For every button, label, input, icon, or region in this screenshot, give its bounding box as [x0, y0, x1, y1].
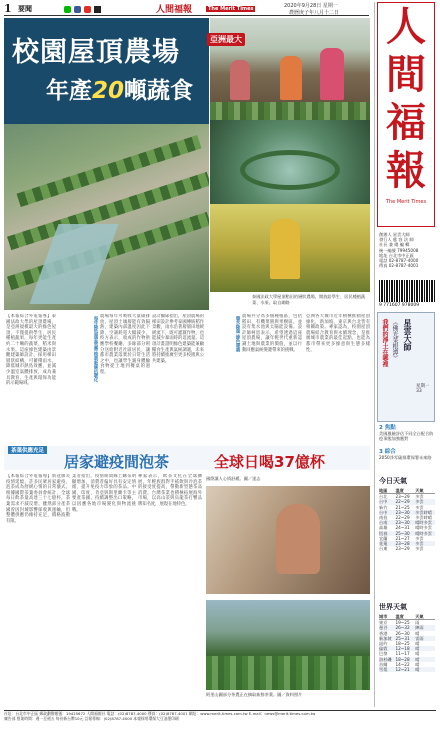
- weather-cell: 多雲: [415, 494, 424, 500]
- article-col-1: 【本報綜合外電報導】泰國法政大學的屋頂農場，是亞洲規模最大的綠色屋頂，不僅提供學生、居民種植蔬果，每年更能生產約二十噸的蔬菜、稻米與水果。這座綠色建築由景觀建築師設計，採用梯田層狀結構，可蓄積雨水、降低城市熱島效應，並減少溫室氣體排放，成為兼具教育、生產與環保功能的示範場域。: [6, 314, 56, 387]
- sidebar-logo: [377, 2, 435, 227]
- article-col-2: 農場每年可吸收大量碳排放，屋頂土壤層能有效隔熱，建築內部溫度因此下降，空調耗電大幅減少。校方表示，收成的作物供應學校餐廳，多餘部分則分送給附近社區居民，讓都市農業落實於日常生活之中，也讓學生親身體驗食物從土地到餐桌的過程。: [100, 314, 150, 375]
- ad-subtitle: 《佛光菜根譚》: [391, 319, 398, 361]
- weather-cell: 晴: [415, 667, 420, 673]
- vertical-head-4: 綠色建築: [235, 334, 240, 352]
- weather-cell: 23~30: [395, 520, 410, 526]
- weather-cell: 紐約: [379, 641, 388, 647]
- header-bar: [4, 2, 369, 16]
- masthead-small: 人間福報: [156, 5, 193, 15]
- info-line: 地址 台北市中正區: [379, 252, 414, 258]
- tea-title-b-wrap: [214, 451, 325, 472]
- logo-char-4: 報: [386, 147, 426, 194]
- index-1-label: 焦點: [384, 425, 396, 431]
- weather-cell: 洛杉磯: [379, 656, 392, 662]
- tea-drinker-photo: [206, 486, 370, 594]
- weather-cell: 晴時多雲: [415, 525, 432, 531]
- weather-cell: 台中: [379, 499, 388, 505]
- logo-char-1: 人: [386, 3, 426, 50]
- weather-cell: 晴時多雲: [415, 520, 432, 526]
- weather-cell: 多雲時晴: [415, 515, 432, 521]
- weather-row: [379, 546, 435, 551]
- weather-cell: 21~25: [395, 504, 410, 510]
- qr-icon: [94, 6, 101, 13]
- info-line: 發行人 慈 容 法 師: [379, 237, 414, 243]
- footer: [4, 710, 436, 732]
- barcode-number: 9 771607 978009: [379, 303, 420, 308]
- weather-cell: 22~29: [395, 515, 410, 521]
- weather-cell: 台北: [379, 494, 388, 500]
- weather-cell: 晴: [415, 641, 420, 647]
- vertical-head-3: 儲水降溫: [235, 316, 240, 334]
- weather-cell: 新竹: [379, 504, 388, 510]
- weather-cell: 晴: [415, 656, 420, 662]
- weather-cell: 25~30: [395, 530, 410, 536]
- lunar-line: 農曆庚子年八月十二日: [289, 10, 340, 16]
- info-line: 創辦人 星雲大師: [379, 232, 410, 237]
- weather-cell: 天氣: [415, 488, 424, 493]
- tea-title-num: 37: [274, 453, 295, 471]
- logo-char-3: 福: [386, 99, 426, 146]
- weather-cell: 多雲: [415, 499, 424, 505]
- youtube-icon: [84, 6, 91, 13]
- logo-en: The Merit Times: [385, 199, 427, 205]
- weather-cell: 台東: [379, 546, 388, 552]
- info-line: 統一編號 79945008: [379, 247, 419, 253]
- weather-cell: 多雲: [415, 541, 424, 547]
- tea-caption-bottom: 阿里山圖部分茶農正在摘取新鮮茶葉。圖／資料照片: [206, 692, 303, 697]
- vertical-heads: [60, 316, 98, 386]
- headline-line1: 校園屋頂農場: [12, 37, 180, 68]
- weather-cell: 城市: [379, 614, 388, 619]
- weather-cell: 多雲時晴: [415, 509, 432, 515]
- line-icon: [64, 6, 71, 13]
- index-2-num: 3: [379, 449, 383, 455]
- weather-cell: 多雲: [415, 504, 424, 510]
- weather-cell: 23~28: [395, 541, 410, 547]
- weather-cell: 18~28: [395, 656, 410, 662]
- headline-panel: [4, 18, 209, 124]
- index-2-text: 2050淨零碳排環保署未來路: [379, 455, 432, 461]
- weather-cell: 東京: [379, 620, 388, 626]
- weather-cell: 花蓮: [379, 541, 388, 547]
- info-line: 電話 02-8787-4000: [379, 258, 419, 264]
- ad-title: 星雲大師: [403, 319, 412, 351]
- weather-cell: 高雄: [379, 525, 388, 531]
- weather-cell: 26~32: [395, 625, 410, 631]
- weather-table: [379, 488, 435, 551]
- footer-line-1: 社址：台北市中正區 郵政劃撥帳號：19425672 人間福報社 電話：(02)8787-4000 傳真：(02)8787-4001 網址：www.merit-times.com.tw E-mail：news@merit-times.com.tw: [4, 711, 316, 716]
- weather-cell: 11~17: [395, 651, 410, 657]
- weather-cell: 曼谷: [379, 625, 388, 631]
- weather-cell: 晴: [415, 661, 420, 667]
- weather-cell: 21~27: [395, 535, 410, 541]
- section-label: 要聞: [18, 5, 32, 13]
- tea-tag: 茶葉供應充足: [8, 446, 47, 454]
- weather-cell: 12~21: [395, 667, 410, 673]
- icon-row: [64, 6, 144, 13]
- facebook-icon: [74, 6, 81, 13]
- world-title: 世界天氣: [379, 603, 407, 611]
- tea-col-2: 業者指出，疫情期間線上購茶明顯增加，消費者偏好具有安定情緒、提升免疫力印象的茶品。中國、印度、肯亞與斯里蘭卡等主要產茶國，持續調整出口策略，以因應各地市場變化與物流挑戰。: [72, 474, 136, 513]
- index-2: [379, 450, 435, 460]
- weather-cell: 26~30: [395, 630, 410, 636]
- weather-cell: 巴黎: [379, 651, 388, 657]
- weather-cell: 23~29: [395, 494, 410, 500]
- weather-cell: 12~18: [395, 646, 410, 652]
- headline-line2-num: 20: [92, 78, 125, 104]
- sidebar-info: [379, 232, 435, 268]
- weather-cell: 南投: [379, 515, 388, 521]
- weather-cell: 23~30: [395, 509, 410, 515]
- sidebar: [374, 2, 436, 707]
- world-table: [379, 614, 435, 672]
- index-1-num: 2: [379, 425, 383, 431]
- rooftop-farm-photo: [4, 124, 209, 310]
- weather-cell: 溫度: [395, 488, 404, 493]
- weather-cell: 恆春: [379, 530, 388, 536]
- headline-line2-a: 年產: [46, 78, 92, 104]
- headline-line2-b: 噸蔬食: [124, 78, 194, 104]
- weather-cell: 多雲: [415, 535, 424, 541]
- info-line: 社長 兼 總 編 輯: [379, 242, 410, 248]
- weather-cell: 晴: [415, 630, 420, 636]
- tea-col-1: 【本報綜合外電報導】新冠肺炎疫情延燒，許多民眾居家避疫，泡茶成為舒緩心情的日常儀式。根據國際茶葉委員會統計，全球每日飲茶量高達三十七億杯，茶葉需求不減反增。雖然部分產茶國曾因封城影響採收與運輸，但整體供應仍維持充足，價格波動有限。: [6, 474, 70, 524]
- index-1: [379, 426, 435, 442]
- weather-cell: 19~25: [395, 620, 410, 626]
- weather-cell: 台中: [379, 509, 388, 515]
- vertical-head-1: 每年降低溫室效應: [93, 316, 98, 351]
- date-line: 2020年9月28日 星期一: [284, 3, 338, 9]
- article-col-3: 設計團隊指出，屋頂農場的梯田設計參考泰國傳統稻作景觀，雨水沿著層層田地緩緩流下，既可灌溉作物，也能減少暴雨時的逕流量。這項計畫證明綠色建築能兼顧糧食生產與氣候調適，未來將持續推廣至更多校園與公共建築。: [152, 314, 204, 364]
- headline-badge: 亞洲最大: [207, 33, 245, 46]
- rice-farmer-photo: [210, 204, 370, 292]
- weather-cell: 首爾: [379, 661, 388, 667]
- weather-cell: 地區: [379, 488, 388, 493]
- tea-caption-top: 國際讓人心情舒緩。圖／達志: [206, 476, 261, 481]
- weather-cell: 天氣: [415, 614, 424, 619]
- weather-cell: 14~22: [395, 661, 410, 667]
- tea-headline-bar: [4, 446, 370, 470]
- sidebar-ad: [377, 312, 435, 422]
- weather-title: 今日天氣: [379, 477, 407, 485]
- index-2-label: 綜合: [384, 449, 396, 455]
- vertical-head-2: 植栽吸碳抗暖化: [93, 351, 98, 383]
- weather-cell: 24~31: [395, 525, 410, 531]
- article-col-5: 亞洲各大城市近年積極推動屋頂綠化，新加坡、東京與台北皆有相關政策。專家認為，校園屋頂農場結合教育與永續理念，是推廣城市農業的最佳起點，也能為都市帶來更多綠意與生態多樣性。: [306, 314, 370, 353]
- ad-small: 我們的淨土在哪裡: [381, 319, 388, 367]
- weather-cell: 18~25: [395, 641, 410, 647]
- index-1-text: 美國風險評估不同全台配合防疫事態加強應對: [379, 431, 434, 442]
- weather-cell: 香港: [379, 630, 388, 636]
- footer-line-2: 廣告部 營業時間：週一至週五 每份新台幣10元 訂報專線：(02)8787-4000 本報採用環保大豆油墨印刷: [4, 716, 179, 722]
- weather-cell: 多雲: [415, 546, 424, 552]
- masthead-en: The Merit Times: [208, 6, 254, 12]
- weather-cell: 陣雨: [415, 625, 424, 631]
- tea-title-b: 全球日喝: [214, 453, 275, 471]
- weather-cell: 晴: [415, 651, 420, 657]
- weather-cell: 溫度: [395, 614, 404, 619]
- ad-date: 星期一 33: [416, 384, 430, 394]
- logo-char-2: 間: [386, 51, 426, 98]
- tea-title-a: 居家避疫間泡茶: [64, 453, 170, 471]
- weather-cell: 雷雨: [415, 635, 424, 641]
- weather-cell: 晴時多雲: [415, 530, 432, 536]
- weather-cell: 晴: [415, 646, 420, 652]
- info-line: 傳真 02-8787-4001: [379, 263, 419, 269]
- weather-cell: 宜蘭: [379, 535, 388, 541]
- weather-cell: 22~29: [395, 499, 410, 505]
- weather-cell: 雪梨: [379, 667, 388, 673]
- weather-row: [379, 667, 435, 672]
- tea-col-3: 專家表示，飲茶文化在全球擴展，年輕族群對手搖飲與冷泡茶的接受度提高，帶動新型態茶品消費。台灣茶業也積極拓展海外市場，以高山茶與烏龍茶打響品牌知名度，展現在地特色。: [138, 474, 202, 507]
- weather-cell: 雨: [415, 620, 420, 626]
- weather-cell: 23~29: [395, 546, 410, 552]
- tea-title-c: 億杯: [294, 453, 325, 471]
- weather-cell: 倫敦: [379, 646, 388, 652]
- barcode: [379, 280, 435, 302]
- weather-cell: 台南: [379, 520, 388, 526]
- aerial-photo: [210, 120, 370, 204]
- vertical-heads-2: [210, 316, 240, 376]
- tea-farm-photo: [206, 600, 370, 690]
- photo-caption: 泰國法政大學屋頂稻田的層狀農場，開放給學生、居民種植蔬菜、水果。取自網路: [252, 294, 366, 305]
- page-number: 1: [4, 2, 12, 15]
- headline-line2: [46, 72, 193, 105]
- weather-cell: 新加坡: [379, 635, 392, 641]
- article-col-4: 農場共分為多個種植區，包括稻田、有機菜園與果樹區，並設有集水池與太陽能設備。設計師柯恩表示，希望透過這座屋頂農場，讓年輕世代重新認識土地與農業的價值，並以行動回應氣候變遷帶來的挑戰。: [242, 314, 302, 353]
- weather-cell: 25~31: [395, 635, 410, 641]
